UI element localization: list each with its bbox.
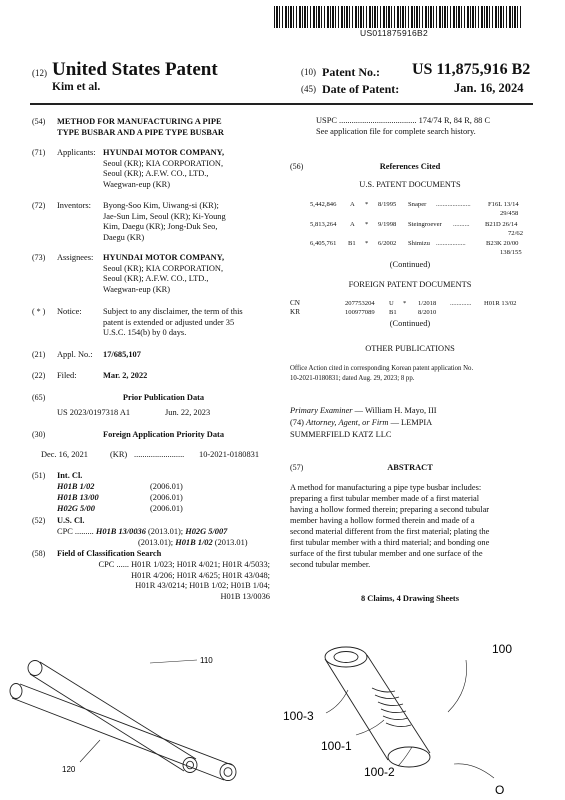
- code-57: (57): [290, 463, 304, 472]
- field-line: H01R 43/0214; H01B 1/02; H01B 1/04;: [135, 581, 270, 591]
- cpc-line-1: [57, 527, 227, 538]
- abstract-line: A method for manufacturing a pipe type busbar includes:: [290, 483, 482, 492]
- us-cl-label: U.S. Cl.: [57, 516, 85, 525]
- foreign-priority-heading: Foreign Application Priority Data: [102, 430, 225, 439]
- attorney-name: — LEMPIA: [390, 418, 433, 427]
- prior-publication-number: US 2023/0197318 A1: [57, 408, 131, 417]
- foreign-priority-date: Dec. 16, 2021: [41, 450, 88, 459]
- code-30: (30): [32, 430, 46, 439]
- us-doc-number: 5,442,846: [310, 201, 337, 208]
- foreign-doc-dots: .............: [450, 300, 472, 307]
- code-65: (65): [32, 393, 46, 402]
- applicant-line: Seoul (KR); A.F.W. CO., LTD.,: [103, 169, 209, 179]
- us-doc-class: B21D 26/14: [485, 221, 518, 228]
- field-of-search-label: Field of Classification Search: [57, 549, 162, 558]
- label-o: O: [495, 783, 505, 797]
- us-doc-class-2: 138/155: [500, 249, 522, 256]
- us-doc-dots: .....................: [436, 201, 471, 208]
- attorney-line: [290, 418, 432, 429]
- foreign-doc-date: 8/2010: [418, 309, 437, 316]
- us-doc-class-2: 72/62: [508, 230, 524, 237]
- label-120: 120: [62, 765, 76, 774]
- us-doc-class-2: 29/458: [500, 210, 519, 217]
- field-of-search-lines: [57, 560, 270, 602]
- cpc-line-2: [138, 538, 248, 549]
- cpc-version: (2013.01);: [138, 538, 174, 547]
- code-58: (58): [32, 549, 46, 558]
- us-doc-star: *: [365, 201, 369, 208]
- notice-line: Subject to any disclaimer, the term of this: [103, 307, 243, 316]
- assignees-list: [103, 253, 224, 295]
- representative-drawing: [0, 620, 565, 800]
- foreign-priority-number: 10-2021-0180831: [199, 450, 260, 459]
- inventors-label: Inventors:: [57, 201, 91, 210]
- other-publications-heading: OTHER PUBLICATIONS: [365, 344, 455, 353]
- label-100: 100: [492, 642, 513, 656]
- foreign-doc-country: CN: [290, 299, 300, 307]
- label-100-2: 100-2: [364, 765, 395, 779]
- notice-line: patent is extended or adjusted under 35: [103, 317, 235, 327]
- int-cl-code: H01B 13/00: [57, 493, 99, 502]
- abstract-line: first tubular member with a third material; and bonding one: [290, 538, 490, 547]
- cpc-prefix: CPC .........: [57, 527, 94, 536]
- code-74: (74): [290, 418, 304, 427]
- notice-line: U.S.C. 154(b) by 0 days.: [103, 328, 187, 338]
- int-cl-version: (2006.01): [150, 504, 183, 513]
- cpc-version: (2013.01);: [148, 527, 184, 536]
- code-notice: ( * ): [32, 307, 46, 316]
- label-100-3: 100-3: [283, 709, 314, 723]
- int-cl-version: (2006.01): [150, 493, 183, 502]
- assignee-line: Seoul (KR); KIA CORPORATION,: [103, 263, 224, 273]
- code-72: (72): [32, 201, 46, 210]
- foreign-doc-number: 100977089: [345, 309, 375, 316]
- date-of-patent-label: Date of Patent:: [322, 82, 400, 96]
- cpc-code: H01B 1/02: [175, 538, 213, 547]
- filed-label: Filed:: [57, 371, 77, 380]
- appl-no-label: Appl. No.:: [57, 350, 93, 359]
- appl-no: 17/685,107: [103, 350, 141, 359]
- code-71: (71): [32, 148, 46, 157]
- inventor-line: Kim, Daegu (KR); Jong-Duk Seo,: [103, 222, 218, 232]
- other-publication-line: 10-2021-0180831; dated Aug. 29, 2023; 8 pp.: [290, 375, 415, 382]
- other-publication-line: Office Action cited in corresponding Korean patent application No.: [290, 365, 474, 372]
- foreign-doc-number: 207753204: [345, 300, 375, 307]
- code-22: (22): [32, 371, 46, 380]
- code-21: (21): [32, 350, 46, 359]
- assignee-line: HYUNDAI MOTOR COMPANY,: [103, 253, 225, 262]
- abstract-heading: ABSTRACT: [387, 463, 433, 472]
- us-doc-name: Shimizu: [408, 240, 430, 247]
- primary-examiner-label: Primary Examiner: [290, 406, 353, 415]
- label-110: 110: [200, 656, 213, 665]
- assignees-label: Assignees:: [57, 253, 94, 262]
- foreign-doc-date: 1/2018: [418, 300, 437, 307]
- foreign-patent-documents-heading: FOREIGN PATENT DOCUMENTS: [348, 280, 472, 289]
- primary-examiner: [290, 406, 437, 417]
- code-56: (56): [290, 162, 304, 171]
- code-51: (51): [32, 471, 46, 480]
- primary-examiner-name: — William H. Mayo, III: [354, 406, 437, 415]
- barcode: [274, 6, 522, 28]
- applicant-line: Seoul (KR); KIA CORPORATION,: [103, 158, 224, 168]
- abstract-line: member having a hollow formed therein and made of a: [290, 516, 475, 525]
- abstract-line: second tubular member.: [290, 560, 371, 569]
- left-tube-figure: [10, 660, 236, 781]
- us-doc-date: 6/2002: [378, 240, 397, 247]
- inventor-line: Byong-Soo Kim, Uiwang-si (KR);: [103, 201, 219, 210]
- code-12: (12): [32, 68, 47, 78]
- us-doc-number: 5,813,264: [310, 221, 337, 228]
- header-rule: [30, 103, 533, 105]
- foreign-doc-country: KR: [290, 308, 300, 316]
- us-doc-number: 6,405,761: [310, 240, 337, 247]
- applicants-label: Applicants:: [57, 148, 96, 157]
- code-10: (10): [301, 67, 316, 77]
- code-52: (52): [32, 516, 46, 525]
- us-doc-kind: B1: [348, 240, 356, 247]
- abstract-line: second material different from the first material; plating the: [290, 527, 490, 536]
- applicant-line: HYUNDAI MOTOR COMPANY,: [103, 148, 225, 157]
- references-cited-heading: References Cited: [379, 162, 441, 171]
- abstract-text: [290, 482, 532, 570]
- applicant-line: Waegwan-eup (KR): [103, 179, 170, 189]
- us-doc-dots: ..................: [436, 240, 466, 247]
- assignee-line: Seoul (KR); A.F.W. CO., LTD.,: [103, 274, 209, 284]
- continued-foreign-docs: (Continued): [389, 319, 431, 328]
- attorney-line-2: SUMMERFIELD KATZ LLC: [290, 430, 392, 439]
- filed-date: Mar. 2, 2022: [103, 371, 148, 380]
- abstract-line: surface of the first tubular member and one surface of the: [290, 549, 483, 558]
- notice-text: [103, 307, 243, 339]
- int-cl-version: (2006.01): [150, 482, 183, 491]
- search-history-note: See application file for complete search history.: [316, 127, 476, 136]
- field-line: H01B 13/0036: [220, 591, 270, 601]
- us-doc-star: *: [365, 221, 369, 228]
- foreign-priority-dots: ........................: [134, 450, 185, 459]
- cpc-code: H01B 13/0036: [95, 527, 146, 536]
- prior-publication-date: Jun. 22, 2023: [165, 408, 211, 417]
- us-doc-date: 8/1995: [378, 201, 397, 208]
- foreign-doc-kind: U: [389, 300, 394, 307]
- right-tube-figure: [325, 647, 494, 778]
- us-doc-dots: ..........: [453, 221, 470, 228]
- us-doc-class: B23K 20/00: [486, 240, 519, 247]
- code-45: (45): [301, 84, 316, 94]
- prior-publication-heading: Prior Publication Data: [122, 393, 205, 402]
- us-doc-name: Steingroever: [408, 221, 442, 228]
- code-73: (73): [32, 253, 46, 262]
- us-doc-class: F16L 13/14: [488, 201, 519, 208]
- inventor-short: Kim et al.: [52, 81, 101, 93]
- date-of-patent: Jan. 16, 2024: [454, 81, 524, 95]
- inventors-list: [103, 201, 226, 243]
- us-doc-kind: A: [350, 221, 355, 228]
- field-line: H01R 4/206; H01R 4/625; H01R 43/048;: [131, 570, 270, 580]
- us-doc-kind: A: [350, 201, 355, 208]
- foreign-doc-kind: B1: [389, 309, 397, 316]
- patent-number: US 11,875,916 B2: [412, 61, 531, 78]
- us-doc-name: Snaper: [408, 201, 427, 208]
- inventor-line: Jae-Sun Lim, Seoul (KR); Ki-Young: [103, 211, 226, 221]
- abstract-line: preparing a first tubular member made of a first material: [290, 494, 480, 503]
- patent-kind-title: United States Patent: [52, 59, 218, 80]
- assignee-line: Waegwan-eup (KR): [103, 284, 170, 294]
- code-54: (54): [32, 117, 46, 126]
- title-line-2: TYPE BUSBAR AND A PIPE TYPE BUSBAR: [57, 128, 224, 137]
- patent-no-label: Patent No.:: [322, 65, 380, 79]
- foreign-doc-class: H01R 13/02: [484, 300, 517, 307]
- cpc-version: (2013.01): [214, 538, 248, 547]
- uspc-line: USPC ..................................... 174/74 R, 84 R, 88 C: [316, 116, 491, 125]
- foreign-priority-country: (KR): [110, 450, 128, 459]
- applicants-list: [103, 148, 224, 190]
- title-line-1: METHOD FOR MANUFACTURING A PIPE: [57, 117, 222, 126]
- field-line: CPC ...... H01R 1/023; H01R 4/021; H01R 4/5033;: [98, 560, 270, 569]
- us-doc-star: *: [365, 240, 369, 247]
- notice-label: Notice:: [57, 307, 82, 316]
- us-doc-date: 9/1998: [378, 221, 397, 228]
- int-cl-code: H01B 1/02: [57, 482, 95, 491]
- inventor-line: Daegu (KR): [103, 232, 145, 242]
- claims-and-sheets: 8 Claims, 4 Drawing Sheets: [361, 594, 459, 603]
- attorney-label: Attorney, Agent, or Firm: [306, 418, 389, 427]
- abstract-line: having a hollow formed therein; preparing a second tubular: [290, 505, 490, 514]
- continued-us-docs: (Continued): [389, 260, 431, 269]
- foreign-doc-star: *: [403, 300, 407, 307]
- barcode-number: US011875916B2: [360, 28, 429, 38]
- cpc-code: H02G 5/007: [185, 527, 228, 536]
- label-100-1: 100-1: [321, 739, 352, 753]
- int-cl-label: Int. Cl.: [57, 471, 83, 480]
- int-cl-code: H02G 5/00: [57, 504, 95, 513]
- us-patent-documents-heading: U.S. PATENT DOCUMENTS: [359, 180, 461, 189]
